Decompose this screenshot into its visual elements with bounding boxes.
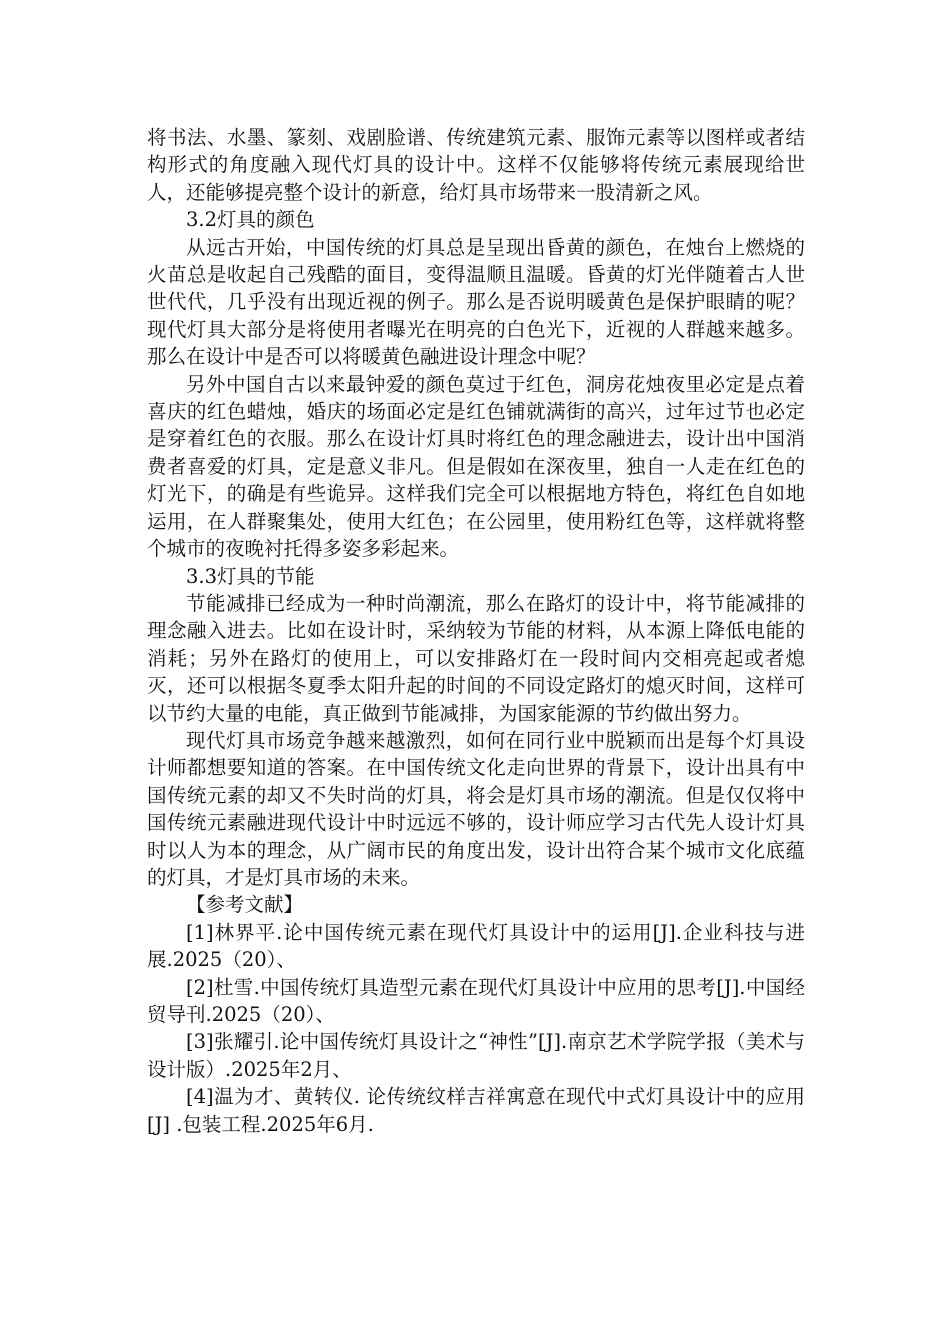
reference-item-3: [3]张耀引.论中国传统灯具设计之“神性”[J].南京艺术学院学报（美术与设计版）.2025年2月、 xyxy=(147,1030,805,1081)
reference-item-2: [2]杜雪.中国传统灯具造型元素在现代灯具设计中应用的思考[J].中国经贸导刊.2025（20）、 xyxy=(147,975,805,1026)
reference-item-4: [4]温为才、黄转仪. 论传统纹样吉祥寓意在现代中式灯具设计中的应用[J] .包装工程.2025年6月. xyxy=(147,1085,805,1136)
paragraph-continued: 将书法、水墨、篆刻、戏剧脸谱、传统建筑元素、服饰元素等以图样或者结构形式的角度融入现代灯具的设计中。这样不仅能够将传统元素展现给世人，还能够提亮整个设计的新意，给灯具市场带来一股清新之风。 xyxy=(147,126,805,204)
section-heading-energy-saving: 3.3灯具的节能 xyxy=(186,564,315,588)
section-heading-lamp-color: 3.2灯具的颜色 xyxy=(186,208,315,232)
references-heading: 【参考文献】 xyxy=(186,893,304,917)
paragraph-lamp-color-warm-yellow: 从远古开始，中国传统的灯具总是呈现出昏黄的颜色，在烛台上燃烧的火苗总是收起自己残酷的面目，变得温顺且温暖。昏黄的灯光伴随着古人世世代代，几乎没有出现近视的例子。那么是否说明暖黄色是保护眼睛的呢？现代灯具大部分是将使用者曝光在明亮的白色光下，近视的人群越来越多。那么在设计中是否可以将暖黄色融进设计理念中呢？ xyxy=(147,235,805,369)
paragraph-lamp-color-red: 另外中国自古以来最钟爱的颜色莫过于红色，洞房花烛夜里必定是点着喜庆的红色蜡烛，婚庆的场面必定是红色铺就满街的高兴，过年过节也必定是穿着红色的衣服。那么在设计灯具时将红色的理念融进去，设计出中国消费者喜爱的灯具，定是意义非凡。但是假如在深夜里，独自一人走在红色的灯光下，的确是有些诡异。这样我们完全可以根据地方特色，将红色自如地运用，在人群聚集处，使用大红色；在公园里，使用粉红色等，这样就将整个城市的夜晚衬托得多姿多彩起来。 xyxy=(147,372,805,561)
document-page xyxy=(147,124,805,1138)
paragraph-conclusion: 现代灯具市场竞争越来越激烈，如何在同行业中脱颖而出是每个灯具设计师都想要知道的答案。在中国传统文化走向世界的背景下，设计出具有中国传统元素的却又不失时尚的灯具，将会是灯具市场的潮流。但是仅仅将中国传统元素融进现代设计中时远远不够的，设计师应学习古代先人设计灯具时以人为本的理念，从广阔市民的角度出发，设计出符合某个城市文化底蕴的灯具，才是灯具市场的未来。 xyxy=(147,728,805,889)
paragraph-energy-saving: 节能减排已经成为一种时尚潮流，那么在路灯的设计中，将节能减排的理念融入进去。比如在设计时，采纳较为节能的材料，从本源上降低电能的消耗；另外在路灯的使用上，可以安排路灯在一段时间内交相亮起或者熄灭，还可以根据冬夏季太阳升起的时间的不同设定路灯的熄灭时间，这样可以节约大量的电能，真正做到节能减排，为国家能源的节约做出努力。 xyxy=(147,591,805,725)
reference-item-1: [1]林界平.论中国传统元素在现代灯具设计中的运用[J].企业科技与进展.2025（20）、 xyxy=(147,920,805,972)
